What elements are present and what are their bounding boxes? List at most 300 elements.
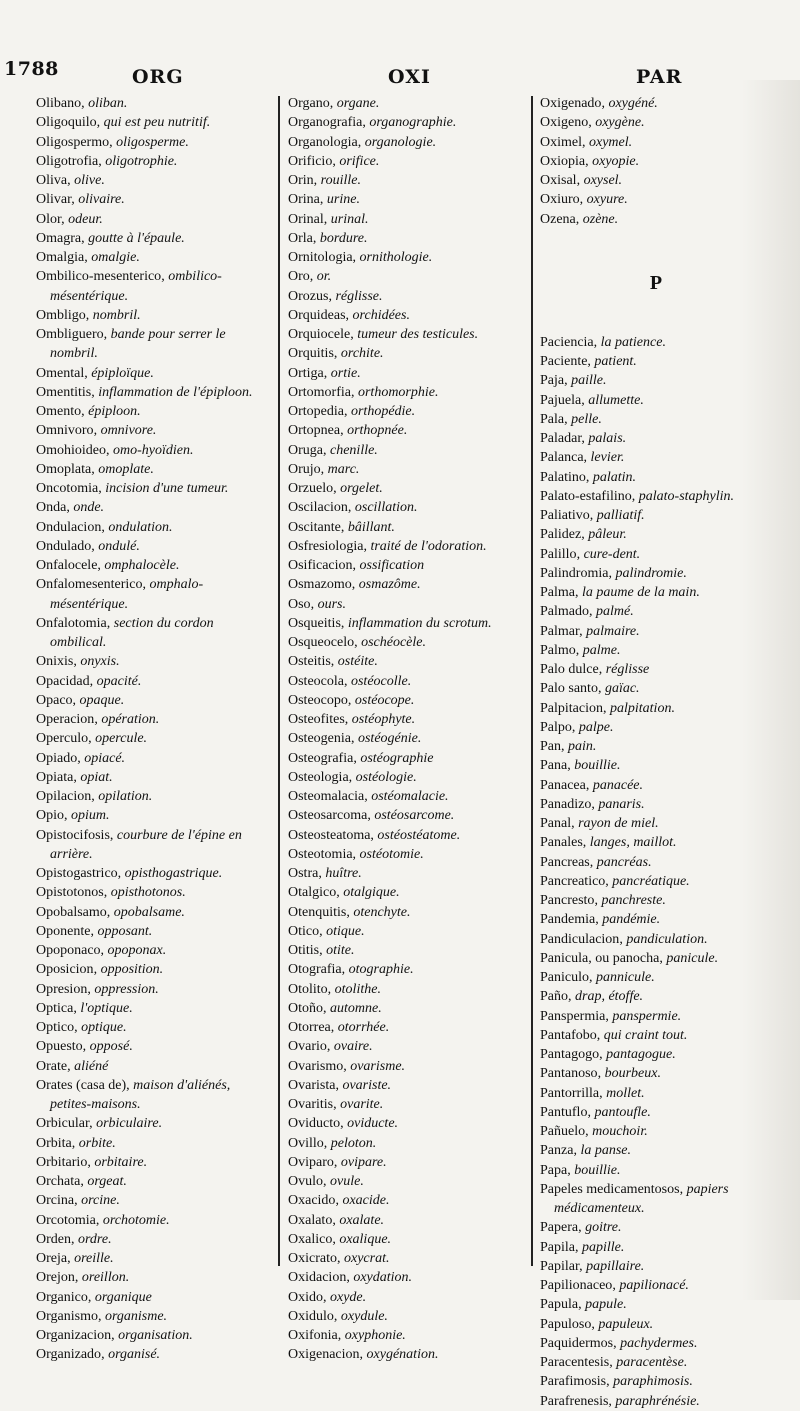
dictionary-entry	[36, 749, 272, 768]
separator: ,	[318, 866, 326, 881]
separator: ,	[93, 962, 101, 978]
dictionary-entry	[288, 749, 524, 768]
separator: ,	[73, 1000, 81, 1016]
separator: ,	[341, 962, 349, 978]
translation: goitre.	[585, 1220, 622, 1236]
translation: ondulé.	[98, 538, 140, 554]
translation: organe.	[336, 96, 380, 111]
separator: ,	[93, 423, 101, 439]
separator: ,	[579, 1258, 587, 1274]
translation: bourbeux.	[604, 1066, 661, 1082]
dictionary-entry	[288, 633, 524, 652]
translation: opisthogastrique.	[124, 866, 223, 881]
headword: Orden	[36, 1231, 71, 1247]
dictionary-entry	[288, 1172, 524, 1191]
translation: ossification	[359, 558, 425, 573]
dictionary-entry	[36, 306, 272, 325]
translation: nombril.	[92, 307, 141, 323]
separator: ,	[319, 192, 327, 208]
separator: ,	[67, 1251, 75, 1266]
separator: ,	[323, 1135, 331, 1151]
headword: Ovarista	[288, 1077, 336, 1093]
dictionary-entry	[288, 575, 524, 594]
headword: Paciente	[540, 354, 588, 369]
dictionary-entry	[36, 672, 272, 691]
dictionary-entry	[36, 479, 272, 498]
headword: Pandemia	[540, 912, 596, 928]
dictionary-entry	[288, 1037, 524, 1056]
dictionary-entry	[288, 691, 524, 710]
headword: Panadizo	[540, 796, 592, 812]
headword: Olor	[36, 211, 62, 227]
separator: ,	[347, 500, 355, 516]
section-gap	[540, 229, 772, 255]
separator: ,	[597, 681, 605, 697]
headword: Operacion	[36, 712, 95, 727]
dictionary-entry	[540, 949, 772, 968]
dictionary-entry	[540, 133, 772, 152]
translation: paraphimosis.	[613, 1374, 693, 1390]
translation: otalgique.	[343, 885, 400, 901]
headword: Osmazomo	[288, 577, 352, 593]
separator: ,	[591, 796, 599, 812]
section-letter: P	[649, 271, 663, 294]
translation: otorrhée.	[337, 1020, 390, 1035]
separator: ,	[575, 211, 583, 227]
headword: Pajuela	[540, 392, 582, 408]
dictionary-entry	[36, 383, 272, 402]
separator: ,	[106, 904, 114, 920]
headword: Pañuelo	[540, 1124, 586, 1139]
separator: ,	[370, 827, 378, 843]
separator: ,	[350, 327, 358, 342]
separator: ,	[109, 134, 117, 150]
headword: Oviparo	[288, 1154, 334, 1170]
dictionary-entry	[540, 333, 772, 352]
translation: tumeur des testicules.	[357, 327, 479, 342]
column-divider-right	[531, 96, 533, 1266]
dictionary-entry	[36, 652, 272, 671]
headword: Organo	[288, 96, 330, 111]
separator: ,	[328, 288, 336, 304]
separator: ,	[161, 269, 169, 285]
dictionary-entry	[36, 883, 272, 902]
headword: Ovillo	[288, 1135, 324, 1151]
headword: Osteogenia	[288, 731, 351, 747]
headword: Osteocopo	[288, 692, 348, 708]
headword: Paño	[540, 989, 568, 1005]
translation: ostéographie	[360, 750, 434, 766]
translation: opobalsame.	[113, 904, 185, 920]
separator: ,	[72, 692, 80, 708]
translation: bouillie.	[574, 1162, 621, 1178]
dictionary-entry	[540, 1161, 772, 1180]
headword: Osqueitis	[288, 615, 341, 631]
separator: ,	[73, 769, 81, 785]
separator: ,	[310, 596, 318, 612]
headword: Osteosteatoma	[288, 827, 371, 843]
dictionary-entry	[288, 537, 524, 556]
dictionary-entry	[288, 1249, 524, 1268]
translation: oxydule.	[340, 1308, 388, 1324]
dictionary-entry	[288, 190, 524, 209]
headword: Orbicular	[36, 1116, 90, 1132]
separator: ,	[568, 989, 575, 1005]
separator: ,	[348, 769, 356, 785]
separator: ,	[601, 96, 609, 111]
headword: Opoponaco	[36, 943, 101, 958]
dictionary-entry	[288, 903, 524, 922]
headword: Osteografia	[288, 750, 354, 766]
dictionary-entry	[288, 229, 524, 248]
translation: opacité.	[96, 673, 142, 689]
dictionary-entry	[540, 987, 772, 1006]
dictionary-entry	[540, 468, 772, 487]
dictionary-entry	[36, 460, 272, 479]
separator: ,	[352, 846, 360, 862]
separator: ,	[332, 1212, 340, 1228]
headword: Organografia	[288, 115, 363, 131]
headword: Osificacion	[288, 558, 353, 573]
dictionary-entry	[288, 1095, 524, 1114]
translation: ostéotomie.	[359, 846, 424, 862]
separator: ,	[359, 1347, 367, 1363]
dictionary-entry	[36, 537, 272, 556]
separator: ,	[581, 392, 589, 408]
dictionary-entry	[288, 595, 524, 614]
headword: Oxidulo	[288, 1308, 334, 1324]
translation: omnivore.	[100, 423, 157, 439]
headword: Osteologia	[288, 769, 349, 785]
dictionary-entry	[36, 1057, 272, 1076]
dictionary-entry	[36, 152, 272, 171]
translation: olive.	[74, 173, 105, 188]
translation: ostéogénie.	[357, 731, 422, 747]
dictionary-entry	[288, 1076, 524, 1095]
separator: ,	[346, 904, 354, 920]
translation: oxacide.	[342, 1193, 390, 1209]
dictionary-entry	[36, 787, 272, 806]
separator: ,	[81, 230, 89, 246]
separator: ,	[73, 654, 81, 670]
header-oxi: OXI	[388, 66, 431, 88]
separator: ,	[330, 654, 338, 670]
separator: ,	[631, 488, 639, 504]
headword: Ortopnea	[288, 423, 341, 439]
translation: drap, étoffe.	[575, 989, 644, 1005]
headword: Ovulo	[288, 1174, 323, 1189]
headword: Pantafobo	[540, 1027, 597, 1043]
translation: ostéocolle.	[350, 673, 412, 689]
dictionary-entry	[540, 622, 772, 641]
separator: ,	[575, 1239, 582, 1255]
dictionary-entry	[540, 1007, 772, 1026]
translation: panchreste.	[601, 893, 666, 908]
headword: Omagra	[36, 230, 82, 246]
translation: panaris.	[598, 796, 645, 812]
translation: orcine.	[81, 1193, 120, 1209]
translation: allumette.	[588, 392, 644, 408]
headword: Oxigeno	[540, 115, 589, 131]
separator: ,	[343, 673, 351, 689]
separator: ,	[91, 384, 99, 400]
headword: Organizacion	[36, 1328, 112, 1343]
dictionary-entry	[288, 941, 524, 960]
dictionary-entry	[540, 352, 772, 371]
dictionary-entry	[288, 1268, 524, 1287]
separator: ,	[352, 250, 360, 265]
headword: Onda	[36, 500, 67, 516]
dictionary-entry	[540, 776, 772, 795]
translation: pandémie.	[602, 912, 661, 928]
headword: Omalgia	[36, 250, 85, 265]
headword: Organologia	[288, 134, 358, 150]
dictionary-entry	[36, 133, 272, 152]
translation: ortie.	[330, 365, 361, 381]
headword: Orina	[288, 192, 320, 208]
headword: Palmado	[540, 604, 589, 620]
headword: Otitis	[288, 943, 320, 958]
separator: ,	[679, 1181, 687, 1197]
headword: Osteomalacia	[288, 789, 365, 804]
dictionary-entry	[288, 1211, 524, 1230]
dictionary-entry	[36, 1037, 272, 1056]
translation: onde.	[73, 500, 105, 516]
translation: oreillon.	[81, 1270, 130, 1286]
separator: ,	[95, 1212, 103, 1228]
separator: ,	[585, 153, 593, 169]
headword: Pala	[540, 411, 565, 427]
headword: Ombligo	[36, 307, 86, 323]
translation: ovaire.	[333, 1039, 373, 1055]
translation: ostéocope.	[354, 692, 415, 708]
headword: Opuesto	[36, 1039, 83, 1055]
translation: paracentèse.	[616, 1355, 688, 1370]
headword: Oxalato	[288, 1212, 333, 1228]
dictionary-entry	[288, 518, 524, 537]
headword: Panspermia	[540, 1008, 606, 1024]
translation: réglisse	[605, 662, 650, 677]
separator: ,	[91, 461, 99, 477]
dictionary-entry	[36, 364, 272, 383]
headword: Orate	[36, 1058, 68, 1074]
headword: Oxifonia	[288, 1328, 338, 1343]
headword: Pantorrilla	[540, 1085, 600, 1101]
headword: Otenquitis	[288, 904, 347, 920]
translation: inflammation du scrotum.	[347, 615, 492, 631]
dictionary-entry	[36, 1288, 272, 1307]
separator: ,	[97, 558, 105, 573]
translation: palindromie.	[615, 565, 687, 581]
headword: Otolito	[288, 981, 328, 997]
dictionary-entry	[540, 660, 772, 679]
headword: Ornitologia	[288, 250, 353, 265]
headword: Ondulacion	[36, 519, 102, 535]
dictionary-entry	[36, 1268, 272, 1287]
dictionary-entry	[36, 402, 272, 421]
translation: oxyphonie.	[344, 1328, 406, 1343]
dictionary-entry	[540, 487, 772, 506]
translation: opisthotonos.	[110, 885, 186, 901]
translation: papule.	[585, 1297, 627, 1313]
translation: bouillie.	[574, 758, 621, 774]
headword: Orinal	[288, 211, 324, 227]
headword: Omentitis	[36, 384, 92, 400]
translation: maison d'aliénés, petites-maisons.	[50, 1077, 231, 1112]
separator: ,	[598, 662, 606, 677]
separator: ,	[333, 1097, 341, 1112]
headword: Oxidacion	[288, 1270, 347, 1286]
headword: Oligospermo	[36, 134, 110, 150]
translation: ondulation.	[108, 519, 173, 535]
dictionary-entry	[288, 94, 524, 113]
separator: ,	[364, 789, 372, 804]
translation: orgelet.	[340, 481, 383, 496]
headword: Osteocola	[288, 673, 344, 689]
headword: Panales	[540, 835, 583, 851]
translation: palme.	[582, 642, 621, 658]
separator: ,	[80, 1174, 88, 1189]
headword: Palpo	[540, 719, 572, 735]
dictionary-entry	[540, 641, 772, 660]
separator: ,	[350, 731, 358, 747]
translation: oppression.	[94, 981, 159, 997]
dictionary-entry	[36, 325, 272, 364]
separator: ,	[71, 1231, 78, 1247]
translation: odeur.	[68, 211, 103, 227]
dictionary-entry	[288, 1018, 524, 1037]
headword: Palato-estafilino	[540, 488, 632, 504]
translation: paille.	[571, 373, 607, 389]
headword: Oligoquilo	[36, 115, 97, 131]
translation: opposé.	[89, 1039, 133, 1055]
headword: Otalgico	[288, 885, 337, 901]
translation: palpe.	[578, 719, 614, 735]
separator: ,	[332, 1231, 340, 1247]
headword: Otografia	[288, 962, 342, 978]
translation: palmaire.	[586, 623, 640, 639]
dictionary-entry	[288, 1153, 524, 1172]
headword: Papula	[540, 1297, 579, 1313]
dictionary-entry	[288, 883, 524, 902]
separator: ,	[351, 577, 359, 593]
headword: Palo santo	[540, 681, 598, 697]
section-gap	[540, 307, 772, 333]
translation: patient.	[594, 354, 637, 369]
translation: pancréas.	[596, 854, 652, 870]
dictionary-entry	[36, 1345, 272, 1364]
dictionary-entry	[540, 1238, 772, 1257]
dictionary-entry	[36, 518, 272, 537]
headword: Opilacion	[36, 789, 92, 804]
dictionary-entry	[36, 1249, 272, 1268]
headword: Otico	[288, 923, 320, 939]
dictionary-entry	[36, 806, 272, 825]
headword: Orin	[288, 173, 314, 188]
dictionary-entry	[288, 210, 524, 229]
separator: ,	[320, 461, 328, 477]
separator: ,	[332, 153, 340, 169]
translation: la paume de la main.	[582, 585, 700, 600]
translation: pandiculation.	[626, 931, 708, 947]
headword: Orquideas	[288, 307, 346, 323]
dictionary-entry	[36, 614, 272, 653]
translation: peloton.	[330, 1135, 377, 1151]
dictionary-entry	[36, 826, 272, 865]
translation: bande pour serrer le nombril.	[50, 327, 226, 362]
separator: ,	[599, 1047, 607, 1062]
dictionary-entry	[288, 306, 524, 325]
dictionary-entry	[540, 545, 772, 564]
separator: ,	[88, 731, 96, 747]
translation: chenille.	[330, 442, 378, 458]
separator: ,	[100, 943, 108, 958]
headword: Organico	[36, 1289, 88, 1305]
headword: Oreja	[36, 1251, 68, 1266]
headword: Panal	[540, 816, 572, 831]
dictionary-entry	[36, 710, 272, 729]
dictionary-entry	[540, 1180, 772, 1219]
dictionary-entry	[36, 903, 272, 922]
headword: Opistocifosis	[36, 827, 110, 843]
headword: Oruga	[288, 442, 323, 458]
separator: ,	[323, 211, 331, 227]
column-middle	[288, 94, 524, 1365]
headword: Opistotonos	[36, 885, 104, 901]
separator: ,	[81, 96, 89, 111]
headword: Osqueocelo	[288, 635, 355, 650]
dictionary-entry	[540, 1334, 772, 1353]
separator: ,	[589, 970, 596, 985]
translation: oxygène.	[595, 115, 645, 131]
separator: ,	[335, 1193, 343, 1209]
dictionary-entry	[288, 826, 524, 845]
dictionary-entry	[540, 1372, 772, 1391]
separator: ,	[605, 1008, 613, 1024]
headword: Optica	[36, 1000, 74, 1016]
dictionary-entry	[288, 845, 524, 864]
translation: opposition.	[100, 962, 164, 978]
translation: palato-staphylin.	[638, 488, 735, 504]
headword: Paladar	[540, 431, 582, 446]
translation: ostéomalacie.	[371, 789, 449, 804]
headword: Ortiga	[288, 365, 324, 381]
headword: Oponente	[36, 923, 91, 939]
separator: ,	[97, 1308, 105, 1324]
headword: Palindromia	[540, 565, 609, 581]
dictionary-entry	[288, 787, 524, 806]
separator: ,	[333, 1154, 341, 1170]
dictionary-entry	[288, 922, 524, 941]
headword: Ovaritis	[288, 1097, 334, 1112]
translation: bordure.	[319, 230, 368, 246]
dictionary-entry	[288, 1345, 524, 1364]
headword: Panza	[540, 1143, 574, 1159]
dictionary-entry	[36, 1172, 272, 1191]
dictionary-entry	[36, 210, 272, 229]
separator: ,	[340, 519, 348, 535]
translation: paraphrénésie.	[615, 1393, 700, 1409]
translation: levier.	[590, 450, 625, 466]
dictionary-entry	[36, 171, 272, 190]
translation: olivaire.	[78, 192, 125, 208]
translation: orthopnée.	[347, 423, 408, 439]
separator: ,	[582, 835, 590, 851]
translation: l'optique.	[80, 1000, 133, 1016]
translation: oliban.	[88, 96, 128, 111]
headword: Palillo	[540, 546, 577, 562]
separator: ,	[333, 481, 341, 496]
